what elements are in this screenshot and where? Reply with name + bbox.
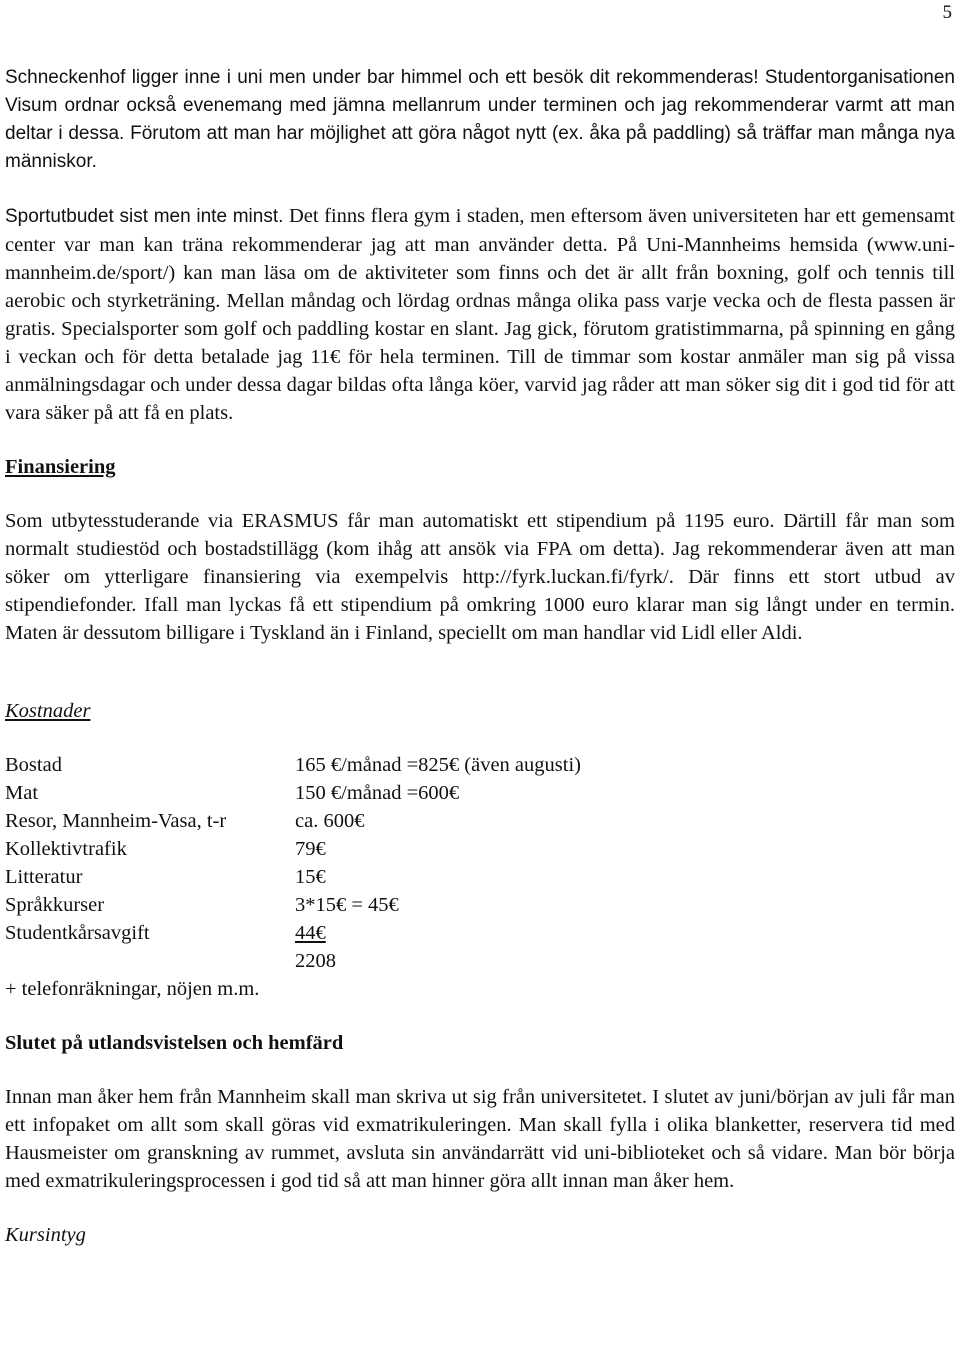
cost-total-row	[5, 947, 581, 975]
cost-value: ca. 600€	[295, 810, 365, 832]
cost-total-value: 2208	[295, 950, 336, 972]
paragraph-schneckenhof: Schneckenhof ligger inne i uni men under bar himmel och ett besök dit rekommenderas! Studentorganisationen Visum ordnar också evenemang med jämna mellanrum under terminen och jag rekommenderar varmt att man deltar i dessa. Förutom att man har möjlighet att göra något nytt (ex. åka på paddling) så träffar man många nya människor.	[5, 67, 955, 172]
heading-kostnader: Kostnader	[5, 700, 91, 722]
cost-label: Språkkurser	[5, 894, 105, 916]
cost-label	[5, 947, 295, 975]
cost-value: 79€	[295, 838, 326, 860]
cost-label: Kollektivtrafik	[5, 838, 127, 860]
cost-label: Resor, Mannheim-Vasa, t-r	[5, 810, 227, 832]
cost-row	[5, 863, 581, 891]
paragraph-slutet: Innan man åker hem från Mannheim skall man skriva ut sig från universitetet. I slutet av juni/början av juli får man ett infopaket om allt som skall göras vid exmatrikuleringen. Man skall fylla i olika blanketter, reservera tid med Hausmeister om granskning av rummet, avsluta sin användarrätt vid uni-biblioteket och så vidare. Man bör börja med exmatrikuleringsprocessen i god tid så att man hinner göra allt innan man åker hem.	[5, 1086, 955, 1192]
paragraph-sport	[5, 202, 955, 427]
document-body	[5, 64, 955, 1249]
cost-value: 150 €/månad =600€	[295, 782, 460, 804]
heading-finansiering: Finansiering	[5, 456, 116, 478]
sport-body-text: Det finns flera gym i staden, men eftersom även universiteten har ett gemensamt center var man kan träna rekommenderar jag att man använder detta. På Uni-Mannheims hemsida (www.uni-mannheim.de/sport/) kan man läsa om de aktiviteter som finns och det är allt från boxning, golf och tennis till aerobic och styrketräning. Mellan måndag och lördag ordnas många olika pass varje vecka och de flesta passen är gratis. Specialsporter som golf och paddling kostar en slant. Jag gick, förutom gratistimmarna, på spinning en gång i veckan och för detta betalade jag 11€ för hela terminen. Till de timmar som kostar anmäler man sig på vissa anmälningsdagar och under dessa dagar bildas ofta långa köer, varvid jag råder att man söker sig dit i god tid för att vara säker på att få en plats.	[5, 205, 956, 424]
sport-lead-sentence: Sportutbudet sist men inte minst.	[5, 206, 284, 227]
paragraph-finansiering: Som utbytesstuderande via ERASMUS får man automatiskt ett stipendium på 1195 euro. Därtill får man som normalt studiestöd och bostadstillägg (kom ihåg att ansök via FPA om detta). Jag rekommenderar även att man söker om ytterligare finansiering via exempelvis http://fyrk.luckan.fi/fyrk/. Där finns ett stort utbud av stipendiefonder. Ifall man lyckas få ett stipendium på omkring 1000 euro klarar man sig långt under en termin. Maten är dessutom billigare i Tyskland än i Finland, speciellt om man handlar vid Lidl eller Aldi.	[5, 510, 955, 644]
cost-note: + telefonräkningar, nöjen m.m.	[5, 978, 260, 1000]
cost-row	[5, 891, 581, 919]
page-number: 5	[942, 2, 952, 23]
cost-value: 3*15€ = 45€	[295, 894, 399, 916]
cost-value: 165 €/månad =825€ (även augusti)	[295, 754, 581, 776]
cost-row	[5, 779, 581, 807]
cost-value: 44€	[295, 922, 326, 944]
cost-label: Bostad	[5, 754, 62, 776]
cost-table	[5, 751, 581, 975]
cost-row	[5, 835, 581, 863]
cost-label: Studentkårsavgift	[5, 922, 150, 944]
cost-label: Mat	[5, 782, 39, 804]
cost-value: 15€	[295, 866, 326, 888]
cost-row	[5, 919, 581, 947]
cost-row	[5, 807, 581, 835]
heading-kursintyg: Kursintyg	[5, 1224, 86, 1246]
heading-slutet: Slutet på utlandsvistelsen och hemfärd	[5, 1032, 344, 1054]
cost-row	[5, 751, 581, 779]
cost-label: Litteratur	[5, 866, 83, 888]
